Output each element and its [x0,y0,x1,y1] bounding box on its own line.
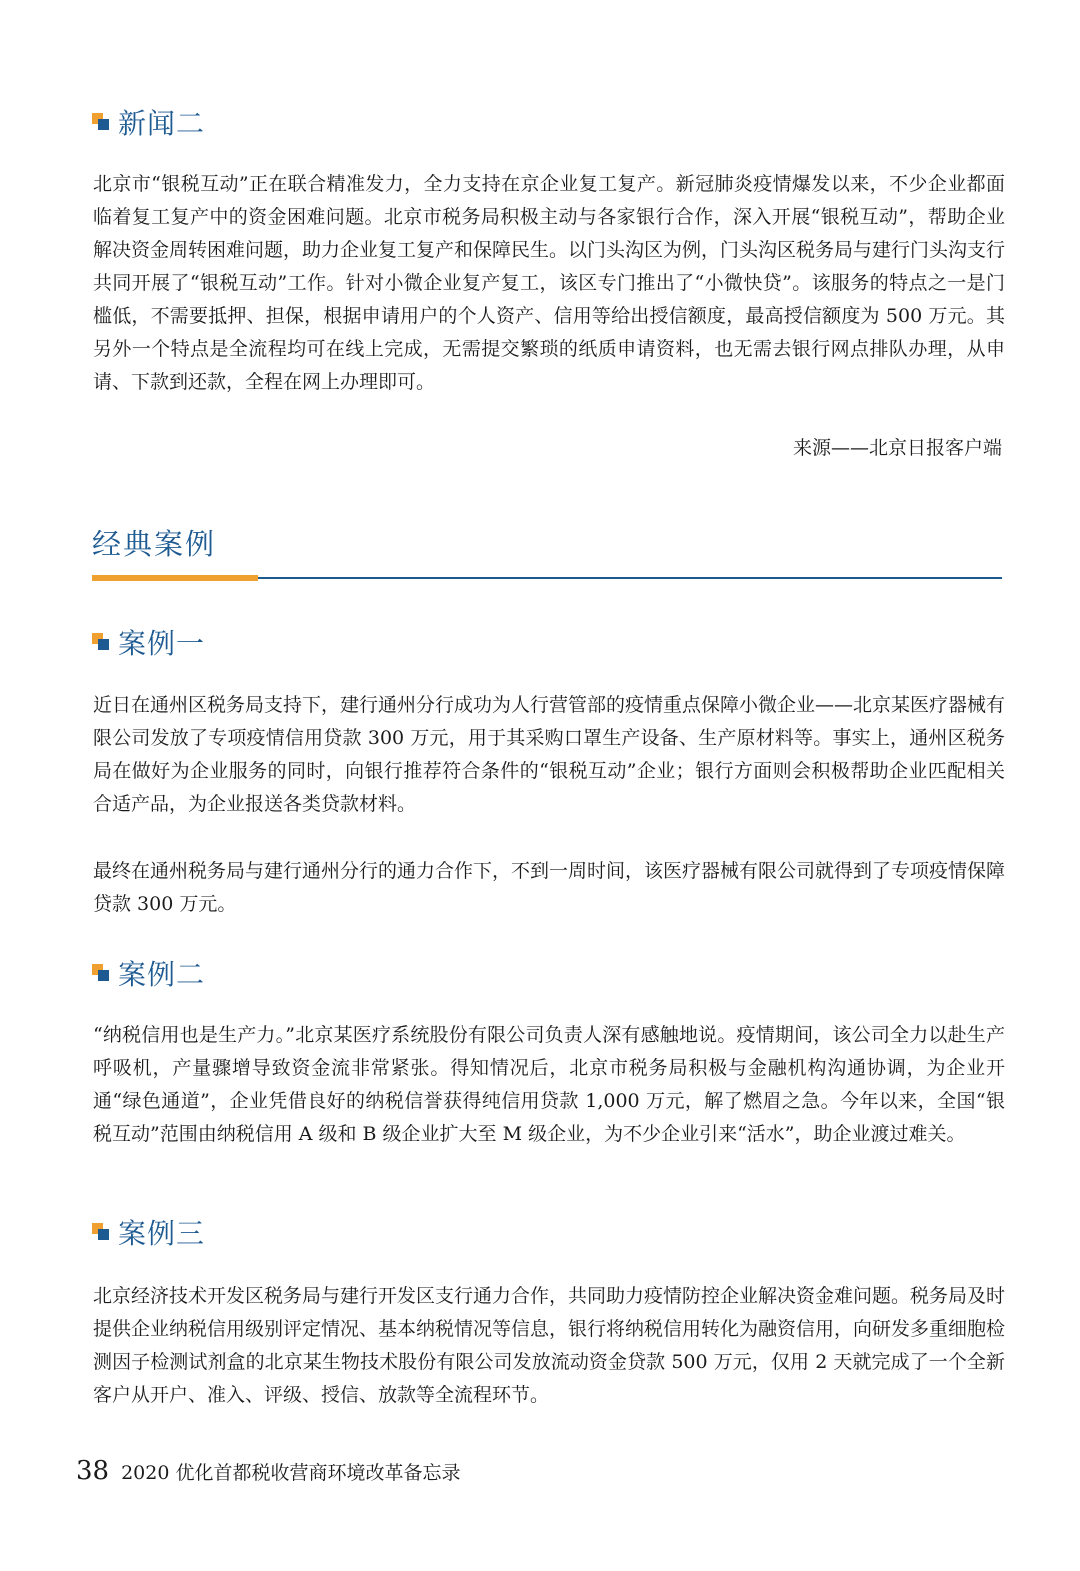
heading-bullet-icon [92,113,110,131]
news2-source: 来源——北京日报客户端 [792,437,1002,459]
case3-heading-text: 案例三 [118,1217,206,1250]
case1-heading-text: 案例一 [118,627,206,660]
book-title: 2020 优化首都税收营商环境改革备忘录 [121,1462,461,1484]
heading-bullet-icon [92,1223,110,1241]
case1-heading [92,622,205,662]
case2-heading-text: 案例二 [118,958,206,991]
page-number: 38 [76,1456,110,1486]
case2-heading [92,953,205,993]
case2-para1: “纳税信用也是生产力。”北京某医疗系统股份有限公司负责人深有感触地说。疫情期间，该公司全力以赴生产呼吸机，产量骤增导致资金流非常紧张。得知情况后，北京市税务局积极与金融机构沟通协调，为企业开通“绿色通道”，企业凭借良好的纳税信誉获得纯信用贷款 1,000 万元，解了燃眉之急。今年以来，全国“银税互动”范围由纳税信用 A 级和 B 级企业扩大至 M 级企业，为不少企业引来“活水”，助企业渡过难关。 [93,1024,1005,1145]
news2-heading-text: 新闻二 [118,107,206,140]
news2-body: 北京市“银税互动”正在联合精准发力，全力支持在京企业复工复产。新冠肺炎疫情爆发以来，不少企业都面临着复工复产中的资金困难问题。北京市税务局积极主动与各家银行合作，深入开展“银税互动”，帮助企业解决资金周转困难问题，助力企业复工复产和保障民生。以门头沟区为例，门头沟区税务局与建行门头沟支行共同开展了“银税互动”工作。针对小微企业复产复工，该区专门推出了“小微快贷”。该服务的特点之一是门槛低，不需要抵押、担保，根据申请用户的个人资产、信用等给出授信额度，最高授信额度为 500 万元。其另外一个特点是全流程均可在线上完成，无需提交繁琐的纸质申请资料，也无需去银行网点排队办理，从申请、下款到还款，全程在网上办理即可。 [93,173,1006,393]
heading-bullet-icon [92,633,110,651]
news2-heading [92,102,205,142]
section-divider-accent [92,575,258,581]
heading-bullet-icon [92,964,110,982]
case1-para2: 最终在通州税务局与建行通州分行的通力合作下，不到一周时间，该医疗器械有限公司就得到了专项疫情保障贷款 300 万元。 [93,860,1006,915]
section-title: 经典案例 [92,527,217,561]
page-footer [76,1456,461,1486]
case1-para1: 近日在通州区税务局支持下，建行通州分行成功为人行营管部的疫情重点保障小微企业——北京某医疗器械有限公司发放了专项疫情信用贷款 300 万元，用于其采购口罩生产设备、生产原材料等。事实上，通州区税务局在做好为企业服务的同时，向银行推荐符合条件的“银税互动”企业；银行方面则会积极帮助企业匹配相关合适产品，为企业报送各类贷款材料。 [93,694,1006,815]
case3-heading [92,1212,205,1252]
case3-para1: 北京经济技术开发区税务局与建行开发区支行通力合作，共同助力疫情防控企业解决资金难问题。税务局及时提供企业纳税信用级别评定情况、基本纳税情况等信息，银行将纳税信用转化为融资信用，向研发多重细胞检测因子检测试剂盒的北京某生物技术股份有限公司发放流动资金贷款 500 万元，仅用 2 天就完成了一个全新客户从开户、准入、评级、授信、放款等全流程环节。 [93,1285,1006,1406]
